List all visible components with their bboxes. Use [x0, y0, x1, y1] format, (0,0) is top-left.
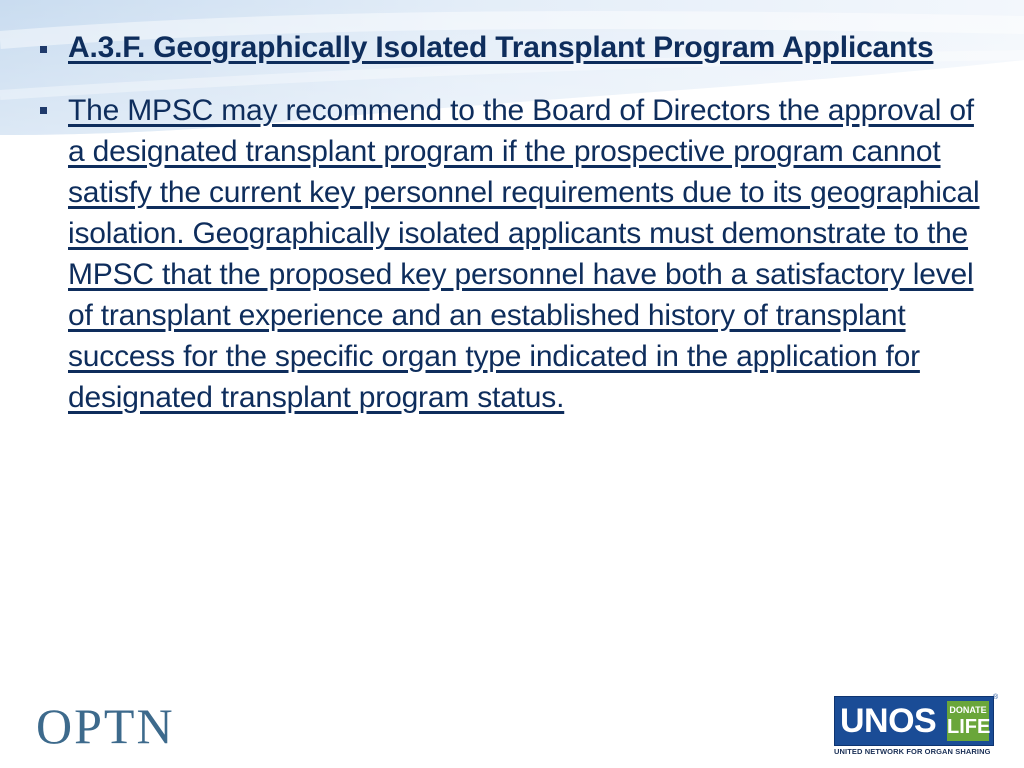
- unos-subtitle: UNITED NETWORK FOR ORGAN SHARING: [834, 747, 991, 756]
- registered-mark: ®: [993, 694, 999, 701]
- optn-logo: OPTN: [36, 698, 175, 754]
- square-bullet-icon: [40, 46, 47, 53]
- unos-logo: [834, 694, 999, 760]
- slide-heading: A.3.F. Geographically Isolated Transplant Program Applicants: [68, 31, 934, 64]
- heading-row: [40, 28, 980, 68]
- body-row: [40, 90, 980, 418]
- life-label: LIFE: [947, 716, 991, 738]
- donate-label: DONATE: [949, 705, 987, 715]
- donate-life-badge: [947, 701, 989, 741]
- square-bullet-icon: [40, 107, 47, 114]
- unos-logo-text: UNOS: [840, 702, 937, 740]
- body-paragraph: The MPSC may recommend to the Board of Directors the approval of a designated transplant program if the prospective program cannot satisfy the current key personnel requirements due to its geographical isolation. Geographically isolated applicants must demonstrate to the MPSC that the proposed key personnel have both a satisfactory level of transplant experience and an established history of transplant success for the specific organ type indicated in the application for designated transplant program status.: [68, 94, 980, 414]
- slide-content: [40, 28, 980, 418]
- unos-logo-box: [834, 696, 994, 746]
